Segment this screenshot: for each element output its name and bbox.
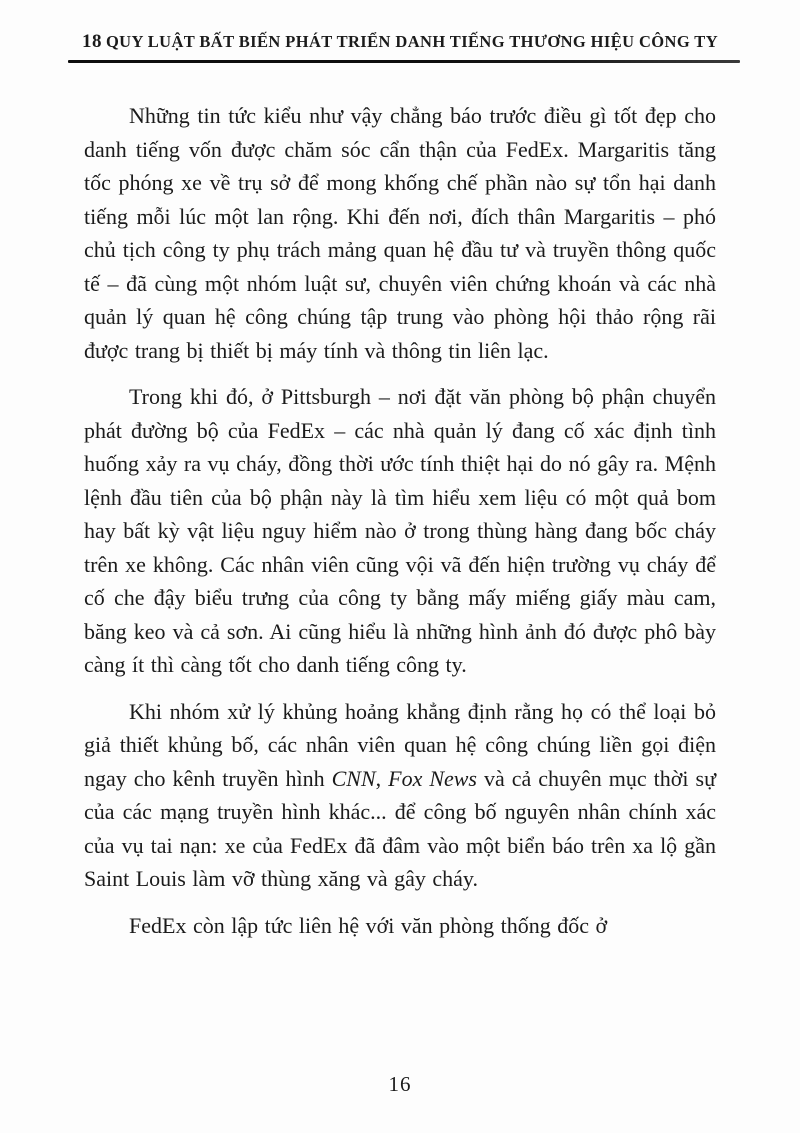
page-number: 16: [388, 1072, 412, 1096]
text-run: Những tin tức kiểu như vậy chẳng báo trước điều gì tốt đẹp cho danh tiếng vốn được chăm sóc cẩn thận của FedEx. Margaritis tăng tốc phóng xe về trụ sở để mong khống chế phần nào sự tổn hại danh tiếng mỗi lúc một lan rộng. Khi đến nơi, đích thân Margaritis – phó chủ tịch công ty phụ trách mảng quan hệ đầu tư và truyền thông quốc tế – đã cùng một nhóm luật sư, chuyên viên chứng khoán và các nhà quản lý quan hệ công chúng tập trung vào phòng hội thảo rộng rãi được trang bị thiết bị máy tính và thông tin liên lạc.: [84, 103, 716, 363]
paragraph: [84, 99, 716, 367]
italic-text-run: Fox News: [388, 765, 477, 791]
text-run: ,: [375, 765, 389, 791]
header-rule: [68, 60, 740, 63]
chapter-number: 18: [81, 31, 102, 52]
body-text: [84, 99, 716, 955]
text-run: Khi nhóm xử lý khủng hoảng khẳng định rằng họ có thể loại bỏ giả thiết khủng bố, các nhân viên quan hệ công chúng liền gọi điện ngay cho kênh truyền hình: [84, 698, 716, 791]
running-header: [0, 31, 800, 53]
text-run: Trong khi đó, ở Pittsburgh – nơi đặt văn phòng bộ phận chuyển phát đường bộ của FedEx – các nhà quản lý đang cố xác định tình huống xảy ra vụ cháy, đồng thời ước tính thiệt hại do nó gây ra. Mệnh lệnh đầu tiên của bộ phận này là tìm hiểu xem liệu có một quả bom hay bất kỳ vật liệu nguy hiểm nào ở trong thùng hàng đang bốc cháy trên xe không. Các nhân viên cũng vội vã đến hiện trường vụ cháy để cố che đậy biểu trưng của công ty bằng mấy miếng giấy màu cam, băng keo và cả sơn. Ai cũng hiểu là những hình ảnh đó được phô bày càng ít thì càng tốt cho danh tiếng công ty.: [84, 384, 716, 677]
running-title: QUY LUẬT BẤT BIẾN PHÁT TRIỂN DANH TIẾNG THƯƠNG HIỆU CÔNG TY: [105, 32, 719, 51]
page-footer: [0, 1072, 800, 1097]
text-run: FedEx còn lập tức liên hệ với văn phòng thống đốc ở: [129, 912, 608, 938]
paragraph: [84, 695, 716, 896]
paragraph: [84, 909, 716, 943]
paragraph: [84, 380, 716, 682]
italic-text-run: CNN: [331, 765, 376, 791]
text-run: và cả chuyên mục thời sự của các mạng truyền hình khác... để công bố nguyên nhân chính xác của vụ tai nạn: xe của FedEx đã đâm vào một biển báo trên xa lộ gần Saint Louis làm vỡ thùng xăng và gây cháy.: [84, 765, 717, 891]
